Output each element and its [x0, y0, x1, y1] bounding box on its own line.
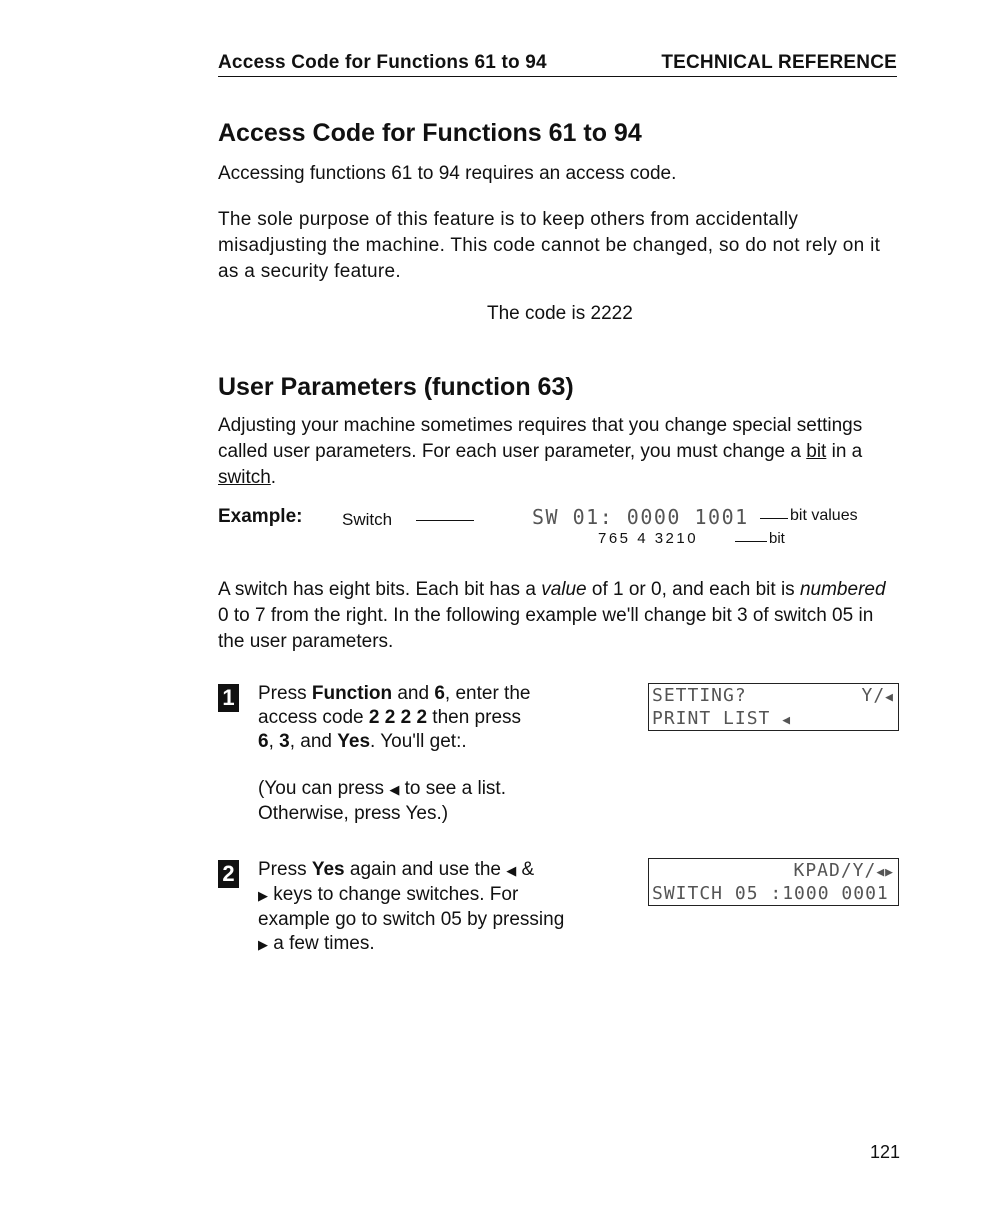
step1-text: Press: [258, 683, 312, 704]
explanation-part1: A switch has eight bits. Each bit has a: [218, 579, 542, 600]
key-6-label: 6: [434, 683, 445, 704]
lcd-display-setting: [648, 683, 899, 731]
example-lcd-readout: SW 01: 0000 1001: [532, 505, 749, 529]
user-parameters-paragraph: [218, 413, 900, 491]
left-arrow-icon: ◀: [782, 713, 792, 728]
bit-values-label: bit values: [790, 507, 858, 524]
lcd-line2: SWITCH 05 :1000 0001: [652, 883, 889, 904]
step1-text: and: [392, 683, 435, 704]
example-label: Example:: [218, 506, 303, 527]
function-key-label: Function: [311, 683, 393, 704]
left-arrow-key-icon: ◀: [506, 863, 517, 878]
para-mid: in a: [826, 441, 863, 462]
numbered-term: numbered: [799, 579, 886, 600]
step-1-badge: 1: [218, 684, 239, 712]
step2-text: a few times.: [268, 933, 375, 954]
access-code-line: The code is 2222: [487, 303, 633, 324]
step2-text: keys to change switches. For example go to switch 05 by pressing: [258, 884, 565, 930]
para-end: .: [270, 467, 277, 488]
right-arrow-key-icon: ▶: [258, 937, 268, 952]
step2-text: Press: [258, 859, 312, 880]
step2-text: again and use the: [344, 859, 507, 880]
example-leader-line: [416, 520, 474, 521]
step-2-badge: 2: [218, 860, 239, 888]
left-right-arrow-icon: ◀▶: [876, 865, 894, 880]
lcd-line1-left: SETTING?: [652, 685, 747, 706]
lcd-kpad-prompt: KPAD/Y/: [793, 860, 877, 881]
page-number: 121: [869, 1142, 900, 1162]
note-text: (You can press: [258, 778, 390, 799]
example-switch-label: Switch: [342, 510, 393, 529]
step-1-instructions: [258, 682, 578, 754]
step2-text: &: [516, 859, 535, 880]
step-2-instructions: [258, 858, 568, 957]
lcd-yes-prompt: Y/: [861, 685, 886, 706]
bit-term: bit: [806, 441, 827, 462]
left-arrow-key-icon: ◀: [389, 782, 400, 797]
lcd-display-switch: [648, 858, 899, 906]
running-header-section: TECHNICAL REFERENCE: [661, 52, 897, 73]
explanation-part3: 0 to 7 from the right. In the following example we'll change bit 3 of switch 05 in the user parameters.: [218, 605, 874, 652]
para-start: Adjusting your machine sometimes requires that you change special settings called user parameters. For each user parameter, you must change a: [218, 415, 863, 462]
lcd-line1: [793, 860, 894, 881]
step1-text: ,: [268, 731, 280, 752]
purpose-paragraph: The sole purpose of this feature is to keep others from accidentally misadjusting the machine. This code cannot be changed, so do not rely on it as a security feature.: [218, 209, 881, 282]
switch-term: switch: [218, 467, 271, 488]
bit-values-leader-line: [760, 518, 788, 519]
explanation-paragraph: [218, 577, 900, 655]
step-1-note: [258, 777, 548, 826]
key-6-label: 6: [258, 731, 269, 752]
section-title-access-code: Access Code for Functions 61 to 94: [218, 119, 642, 147]
access-code-keys: 2 2 2 2: [368, 707, 428, 728]
bit-numbers: 765 4 3210: [598, 530, 699, 547]
lcd-print-list: PRINT LIST: [652, 708, 771, 729]
lcd-line2: [652, 708, 791, 729]
value-term: value: [541, 579, 587, 600]
left-arrow-icon: ◀: [885, 690, 894, 705]
key-3-label: 3: [279, 731, 290, 752]
section-title-user-parameters: User Parameters (function 63): [218, 373, 574, 401]
lcd-line1-right: [861, 685, 894, 706]
step1-text: , and: [289, 731, 338, 752]
bit-leader-line: [735, 541, 767, 542]
explanation-part2: of 1 or 0, and each bit is: [586, 579, 800, 600]
step1-text: . You'll get:.: [370, 731, 467, 752]
note-text: to see a list. Otherwise, press Yes.): [258, 778, 506, 824]
yes-key-label: Yes: [311, 859, 345, 880]
bit-label: bit: [769, 530, 785, 547]
yes-key-label: Yes: [337, 731, 371, 752]
step1-text: , enter the access code: [258, 683, 531, 728]
step1-text: then press: [427, 707, 522, 728]
header-divider: [218, 76, 897, 77]
intro-paragraph: Accessing functions 61 to 94 requires an access code.: [218, 163, 677, 184]
running-header-title: Access Code for Functions 61 to 94: [218, 52, 547, 73]
right-arrow-key-icon: ▶: [258, 888, 268, 903]
